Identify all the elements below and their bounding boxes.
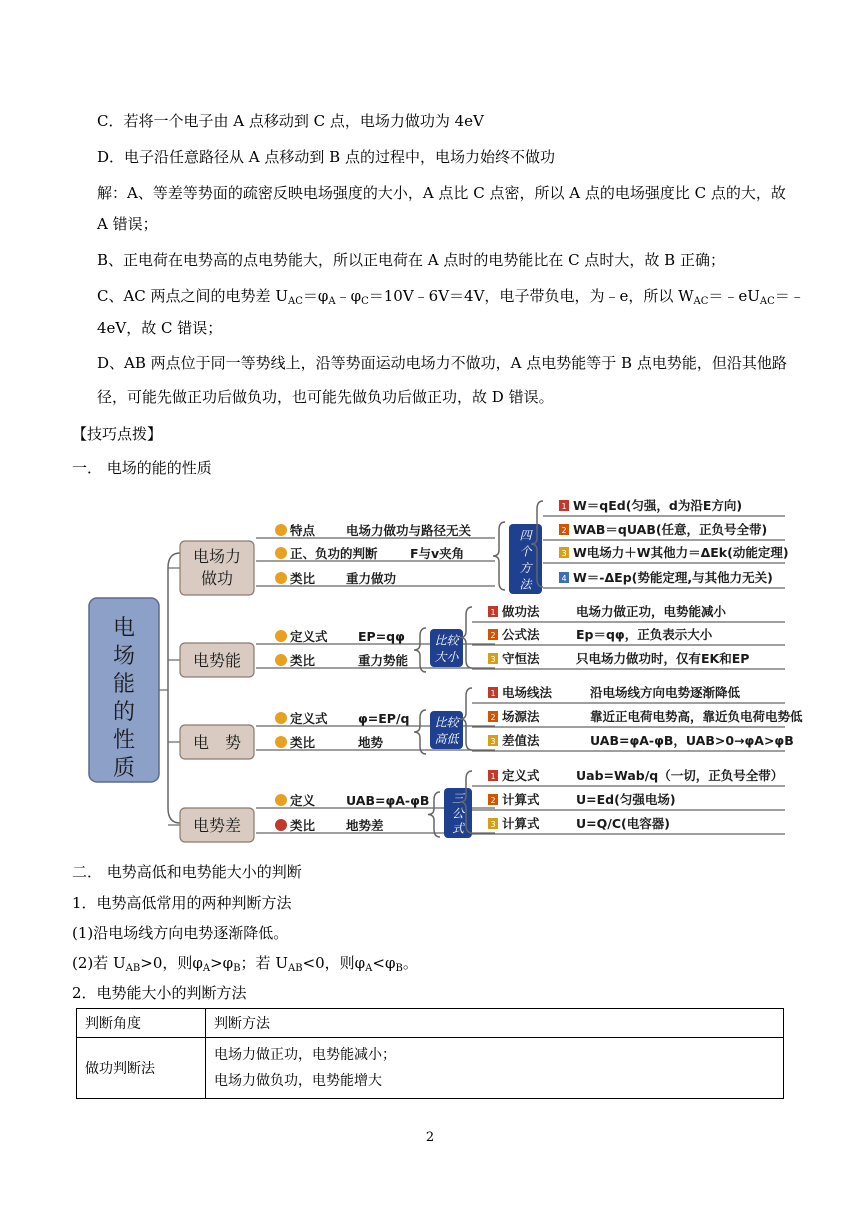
method-number: 1: [561, 502, 567, 511]
solution-b: B、正电荷在电势高的点电势能大，所以正电荷在 A 点时的电势能比在 C 点时大，故 B 正确；: [97, 251, 725, 269]
item-label: 类比: [290, 571, 316, 586]
method-number: 3: [561, 549, 567, 558]
method-number: 3: [490, 820, 496, 829]
smile-icon: [275, 547, 287, 559]
root-char: 的: [112, 700, 136, 725]
item-value: 地势: [358, 735, 384, 750]
method-number: 4: [561, 574, 567, 583]
method-text: 守恒法: [502, 651, 540, 666]
method-text: 公式法: [502, 627, 540, 642]
method-text: WAB＝qUAB(任意，正负号全带): [573, 522, 768, 537]
method-text: 电场线法: [502, 685, 553, 700]
method-line: 电场力做负功，电势能增大: [214, 1073, 382, 1089]
bracket-label: 法: [519, 577, 532, 592]
item-value: EP=qφ: [358, 629, 405, 644]
method-desc: U=Q/C(电容器): [576, 816, 670, 831]
sub2-heading: 2．电势能大小的判断方法: [72, 984, 247, 1002]
bracket-label: 大小: [434, 650, 459, 665]
root-char: 性: [112, 728, 136, 753]
bracket-label: 比较: [434, 715, 459, 730]
solution-c-line1: C、AC 两点之间的电势差 $U_{AC}=\varphi_A﹣\varphi_C=10V﹣6V=4V$，电子带负电，为﹣e，所以 $W_{AC}=﹣eU_{AC}=﹣$: [97, 287, 805, 307]
trunk-brace: [168, 553, 180, 823]
method-desc: 只电场力做功时，仅有EK和EP: [576, 651, 750, 666]
bracket-label: 方: [519, 561, 532, 576]
method-desc: UAB=φA-φB，UAB>0→φA>φB: [590, 733, 794, 748]
solution-d-line1: D、AB 两点位于同一等势线上，沿等势面运动电场力不做功，A 点电势能等于 B 点电势能，但沿其他路: [97, 354, 787, 372]
solution-a-line2: A 错误；: [97, 215, 158, 233]
bracket-label: 四: [519, 528, 532, 543]
method-desc: 沿电场线方向电势逐渐降低: [590, 685, 741, 700]
smile-icon: [275, 654, 287, 666]
item-label: 正、负功的判断: [290, 546, 378, 561]
method-desc: 电场力做正功，电势能减小: [576, 604, 727, 619]
method-number: 3: [490, 737, 496, 746]
item-value: F与v夹角: [410, 546, 465, 561]
branch-title: 电场力: [192, 547, 242, 566]
bracket-label: 高低: [434, 732, 459, 747]
page-number: 2: [425, 1130, 435, 1145]
method-text: 差值法: [502, 733, 540, 748]
item-value: 电场力做功与路径无关: [346, 523, 472, 538]
method1: (1)沿电场线方向电势逐渐降低。: [72, 924, 289, 942]
smile-icon: [275, 794, 287, 806]
method-number: 2: [561, 526, 567, 535]
solution-a-line1: 解：A、等差等势面的疏密反映电场强度的大小，A 点比 C 点密，所以 A 点的电场强度比 C 点的大，故: [97, 184, 786, 202]
method-text: 定义式: [502, 768, 540, 783]
root-char: 电: [112, 616, 136, 641]
root-char: 质: [112, 756, 136, 781]
item-label: 特点: [290, 523, 316, 538]
bracket-label: 三: [451, 791, 465, 806]
item-value: UAB=φA-φB: [346, 793, 430, 808]
section2-heading: 二． 电势高低和电势能大小的判断: [72, 863, 302, 881]
smile-icon: [275, 630, 287, 642]
item-value: 地势差: [346, 818, 384, 833]
item-label: 类比: [290, 653, 316, 668]
bracket-label: 式: [451, 821, 465, 836]
smile-icon: [275, 736, 287, 748]
method-text: 计算式: [502, 792, 540, 807]
table-row: [77, 1038, 784, 1099]
root-char: 能: [112, 672, 136, 697]
brace-shape: [428, 792, 440, 837]
branch-title: 做功: [200, 569, 234, 588]
sub1-heading: 1．电势高低常用的两种判断方法: [72, 894, 292, 912]
table-header-cell: 判断角度: [77, 1009, 206, 1038]
item-label: 类比: [290, 735, 316, 750]
method-text: 计算式: [502, 816, 540, 831]
method-desc: 靠近正电荷电势高，靠近负电荷电势低: [590, 709, 803, 724]
item-value: 重力势能: [358, 653, 409, 668]
solution-c-line2: 4eV，故 C 错误；: [97, 319, 223, 337]
root-char: 场: [112, 644, 136, 669]
bracket-label: 公: [451, 806, 465, 821]
method-desc: Ep＝qφ，正负表示大小: [576, 627, 713, 642]
item-label: 定义式: [290, 711, 328, 726]
tips-heading: 【技巧点拨】: [72, 425, 163, 443]
option-d: D．电子沿任意路径从 A 点移动到 B 点的过程中，电场力始终不做功: [97, 148, 555, 166]
item-label: 定义: [290, 793, 316, 808]
method-text: 场源法: [502, 709, 540, 724]
sad-icon: [275, 819, 287, 831]
mindmap-diagram: [0, 488, 860, 848]
smile-icon: [275, 712, 287, 724]
method-number: 2: [490, 796, 496, 805]
table-cell-method: [206, 1038, 784, 1099]
method-number: 1: [490, 772, 496, 781]
branch-title: 电势能: [192, 651, 242, 670]
item-label: 类比: [290, 818, 316, 833]
smile-icon: [275, 524, 287, 536]
method-desc: Uab=Wab/q（一切，正负号全带）: [576, 768, 784, 783]
method2: (2)若 $U_{AB}>0$，则$\varphi_A>\varphi_B$；若 $U_{AB}<0$，则$\varphi_A<\varphi_B$。: [72, 954, 418, 974]
method-desc: U=Ed(匀强电场): [576, 792, 676, 807]
judgment-table: [76, 1008, 784, 1099]
table-header-row: [77, 1009, 784, 1038]
branch-title: 电势差: [192, 816, 242, 835]
smile-icon: [275, 572, 287, 584]
method-number: 2: [490, 713, 496, 722]
method-number: 1: [490, 689, 496, 698]
solution-d-line2: 径，可能先做正功后做负功，也可能先做负功后做正功，故 D 错误。: [97, 388, 554, 406]
method-number: 1: [490, 608, 496, 617]
item-label: 定义式: [290, 629, 328, 644]
branch-title: 电 势: [192, 733, 242, 752]
option-c: C．若将一个电子由 A 点移动到 C 点，电场力做功为 4eV: [97, 112, 484, 130]
method-text: 做功法: [502, 604, 540, 619]
table-cell-angle: 做功判断法: [77, 1038, 206, 1099]
method-text: W＝-ΔEp(势能定理,与其他力无关): [573, 570, 773, 585]
method-number: 3: [490, 655, 496, 664]
method-text: W电场力＋W其他力＝ΔEk(动能定理): [573, 545, 789, 560]
bracket-label: 个: [519, 544, 532, 559]
brace-shape: [414, 710, 426, 754]
item-value: φ=EP/q: [358, 711, 410, 726]
method-text: W＝qEd(匀强，d为沿E方向): [573, 498, 743, 513]
bracket-label: 比较: [434, 633, 459, 648]
table-header-cell: 判断方法: [206, 1009, 784, 1038]
method-number: 2: [490, 631, 496, 640]
brace-shape: [493, 522, 505, 590]
item-value: 重力做功: [346, 571, 397, 586]
section1-heading: 一． 电场的能的性质: [72, 459, 212, 477]
brace-shape: [414, 628, 426, 672]
method-line: 电场力做正功，电势能减小；: [214, 1047, 396, 1063]
